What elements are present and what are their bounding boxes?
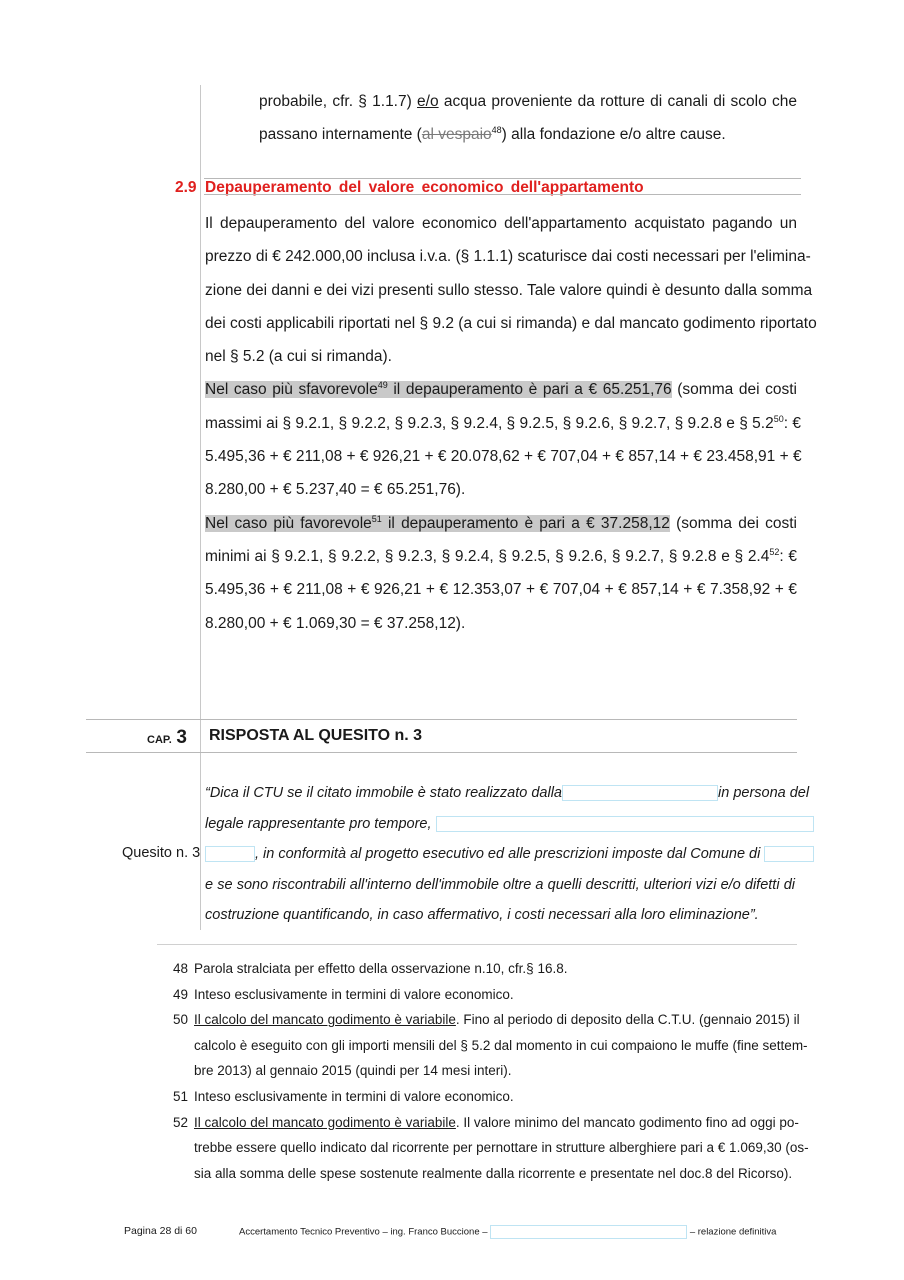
footnote-49: 49 Inteso esclusivamente in termini di valore economico. [172, 986, 514, 1002]
quesito-label: Quesito n. 3 [122, 845, 201, 861]
section-rule-bottom [204, 194, 801, 195]
footer-title: Accertamento Tecnico Preventivo – ing. Franco Buccione – – relazione definitiva [239, 1226, 777, 1238]
redacted-name [205, 846, 255, 862]
redacted-name [562, 785, 718, 801]
page-number: Pagina 28 di 60 [124, 1225, 197, 1237]
footnote-50: 50 Il calcolo del mancato godimento è variabile. Fino al periodo di deposito della C.T.U. (gennaio 2015) il calcolo è eseguito con gli importi mensili del § 5.2 dal momento in cui compaiono le muffe (fine settem- bre 2013) al gennaio 2015 (quindi per 14 mesi interi). [172, 1012, 808, 1079]
footnote-ref: 48 [491, 125, 502, 136]
continuation-paragraph: probabile, cfr. § 1.1.7) e/o acqua proveniente da rotture di canali di scolo che passano internamente (al vespaio$^{48}$) alla fondazione e/o altre cause. [259, 93, 797, 144]
footnote-51: 51 Inteso esclusivamente in termini di valore economico. [172, 1089, 514, 1104]
footnote-52: 52 Il calcolo del mancato godimento è variabile. Il valore minimo del mancato godimento fino ad oggi po- trebbe essere quello indicato dal ricorrente per pernottare in strutture alberghiere pari a € 1.069,30 (os- sia alla somma delle spese sostenute realmente dalla ricorrente e presentate nel doc.8 del Ricorso). [172, 1114, 809, 1181]
section-body: Il depauperamento del valore economico dell'appartamento acquistato pagando un prezzo di € 242.000,00 inclusa i.v.a. (§ 1.1.1) scaturisce dai costi necessari per l'elimina- zione dei danni e dei vizi presenti sullo stesso. Tale valore quindi è desunto dalla somma dei costi applicabili riportati nel § 9.2 (a cui si rimanda) e dal mancato godimento riportato nel § 5.2 (a cui si rimanda). Nel caso più sfavorevole$^{49}$ il depauperamento è pari a € 65.251,76 (somma dei costi massimi ai § 9.2.1, § 9.2.2, § 9.2.3, § 9.2.4, § 9.2.5, § 9.2.6, § 9.2.7, § 9.2.8 e § $5.2^{50}$: € 5.495,36 + € 211,08 + € 926,21 + € 20.078,62 + € 707,04 + € 857,14 + € 23.458,91 + € 8.280,00 + € 5.237,40 = € 65.251,76). Nel caso più favorevole$^{51}$ il depauperamento è pari a € 37.258,12 (somma dei costi minimi ai § 9.2.1, § 9.2.2, § 9.2.3, § 9.2.4, § 9.2.5, § 9.2.6, § 9.2.7, § 9.2.8 e § $2.4^{52}$: € 5.495,36 + € 211,08 + € 926,21 + € 12.353,07 + € 707,04 + € 857,14 + € 7.358,92 + € 8.280,00 + € 1.069,30 = € 37.258,12). [205, 215, 817, 632]
section-title: Depauperamento del valore economico dell'appartamento [205, 179, 644, 196]
footnote-48: 48 Parola stralciata per effetto della osservazione n.10, cfr.§ 16.8. [172, 961, 568, 976]
chapter-label: CAP. 3 [147, 727, 187, 748]
quesito-text: “Dica il CTU se il citato immobile è stato realizzato dalla in persona del legale rappresentante pro tempore, , in conformità al progetto esecutivo ed alle prescrizioni imposte dal Comune di e se sono riscontrabili all'interno dell'immobile oltre a quelli descritti, ulteriori vizi e/o difetti di costruzione quantificando, in caso affermativo, i costi necessari alla loro eliminazione”. [205, 778, 795, 931]
section-number: 2.9 [175, 179, 197, 196]
redacted-name [764, 846, 814, 862]
best-case-line: Nel caso più favorevole$^{51}$ il depauperamento è pari a € 37.258,12 (somma dei costi [205, 513, 797, 532]
margin-line [200, 85, 201, 930]
chapter-title: RISPOSTA AL QUESITO n. 3 [209, 727, 423, 744]
footnote-separator [157, 944, 797, 945]
chapter-rule-top [86, 719, 797, 720]
struck-word: al vespaio [421, 126, 492, 144]
redacted-name [490, 1225, 687, 1239]
worst-case-line: Nel caso più sfavorevole$^{49}$ il depauperamento è pari a € 65.251,76 (somma dei costi [205, 380, 797, 399]
redacted-name [436, 816, 814, 832]
chapter-rule-bottom [86, 752, 797, 753]
